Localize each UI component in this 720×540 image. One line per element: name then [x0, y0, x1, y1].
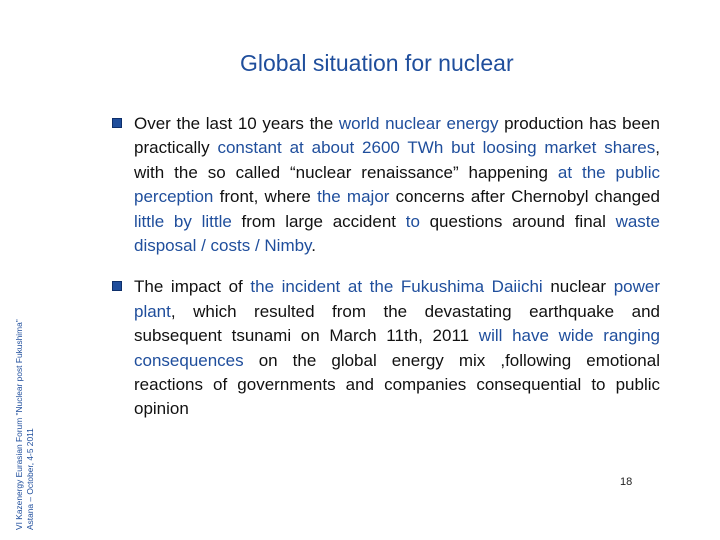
highlighted-text: to — [405, 211, 420, 231]
text-segment: questions around final — [419, 211, 616, 231]
text-segment: on the global energy mix ,following emotional reactions of governments and companies consequential to public opinion — [134, 350, 660, 419]
text-segment: , which resulted from the devastating earthquake and subsequent tsunami on March 11th, 2011 — [134, 301, 660, 346]
highlighted-text: constant at about 2600 TWh — [217, 138, 444, 158]
highlighted-text: the incident at the Fukushima Daiichi — [250, 277, 543, 297]
bullet-text — [134, 112, 660, 258]
text-segment: . — [311, 236, 317, 256]
text-segment: , with the so called “nuclear renaissance” happening — [134, 138, 660, 182]
side-note — [14, 319, 36, 530]
square-bullet-icon — [112, 118, 122, 128]
text-segment: Over the last 10 years the — [134, 114, 339, 133]
highlighted-text: little by little — [134, 211, 232, 231]
highlighted-text: power plant — [134, 277, 661, 321]
highlighted-text: but loosing market shares — [443, 138, 656, 158]
square-bullet-icon — [112, 281, 122, 291]
bullet-list — [112, 112, 660, 439]
bullet-item — [112, 112, 660, 258]
text-segment: The impact of — [134, 277, 251, 297]
slide-title: Global situation for nuclear — [240, 50, 514, 76]
highlighted-text: at the public perception — [134, 162, 660, 207]
text-segment: from large accident — [231, 211, 406, 231]
bullet-item — [112, 275, 660, 421]
highlighted-text: waste disposal / costs / Nimby — [134, 211, 660, 256]
highlighted-text: world nuclear energy — [338, 114, 499, 133]
page-number: 18 — [620, 476, 633, 488]
side-note-line2: Astana – October, 4-5 2011 — [25, 428, 35, 530]
text-segment: concerns after Chernobyl changed — [389, 187, 660, 207]
highlighted-text: the major — [317, 187, 390, 207]
text-segment: production has been practically — [134, 114, 660, 158]
highlighted-text: will have wide ranging consequences — [134, 326, 660, 370]
bullet-text — [134, 275, 660, 421]
text-segment: front, where — [213, 187, 318, 207]
side-note-line1: VI Kazenergy Eurasian Forum "Nuclear post Fukushima" — [14, 319, 24, 530]
text-segment: nuclear — [542, 277, 614, 297]
